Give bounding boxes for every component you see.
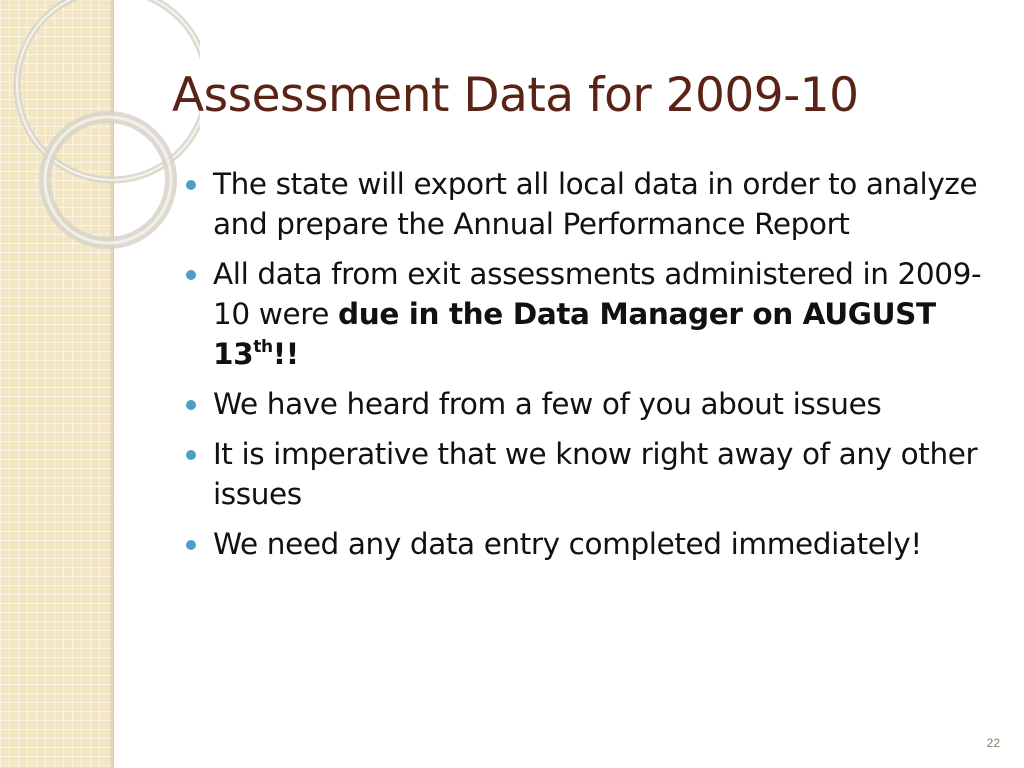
- decorative-side-panel: [0, 0, 114, 768]
- bullet-item: [186, 434, 986, 514]
- slide-title: Assessment Data for 2009-10: [172, 68, 859, 123]
- bullet-dot-icon: [186, 540, 196, 550]
- page-number: 22: [986, 736, 1000, 750]
- bullet-dot-icon: [186, 270, 196, 280]
- bullet-item: [186, 524, 986, 564]
- bullet-text: We have heard from a few of you about issues: [213, 387, 882, 421]
- bullet-text: All data from exit assessments administered in 2009-10 were: [213, 257, 982, 331]
- bullet-dot-icon: [186, 180, 196, 190]
- bullet-text: The state will export all local data in order to analyze and prepare the Annual Performance Report: [213, 167, 978, 241]
- bullet-item: [186, 254, 986, 374]
- bullet-bold-suffix: !!: [272, 337, 299, 371]
- bullet-item: [186, 164, 986, 244]
- bullet-item: [186, 384, 986, 424]
- bullet-list: [186, 164, 986, 574]
- bullet-dot-icon: [186, 450, 196, 460]
- bullet-dot-icon: [186, 400, 196, 410]
- bullet-bold-text: due in the Data Manager on AUGUST 13: [213, 297, 936, 371]
- bullet-superscript: th: [253, 337, 273, 357]
- bullet-text: We need any data entry completed immediately!: [213, 527, 922, 561]
- bullet-text: It is imperative that we know right away of any other issues: [213, 437, 978, 511]
